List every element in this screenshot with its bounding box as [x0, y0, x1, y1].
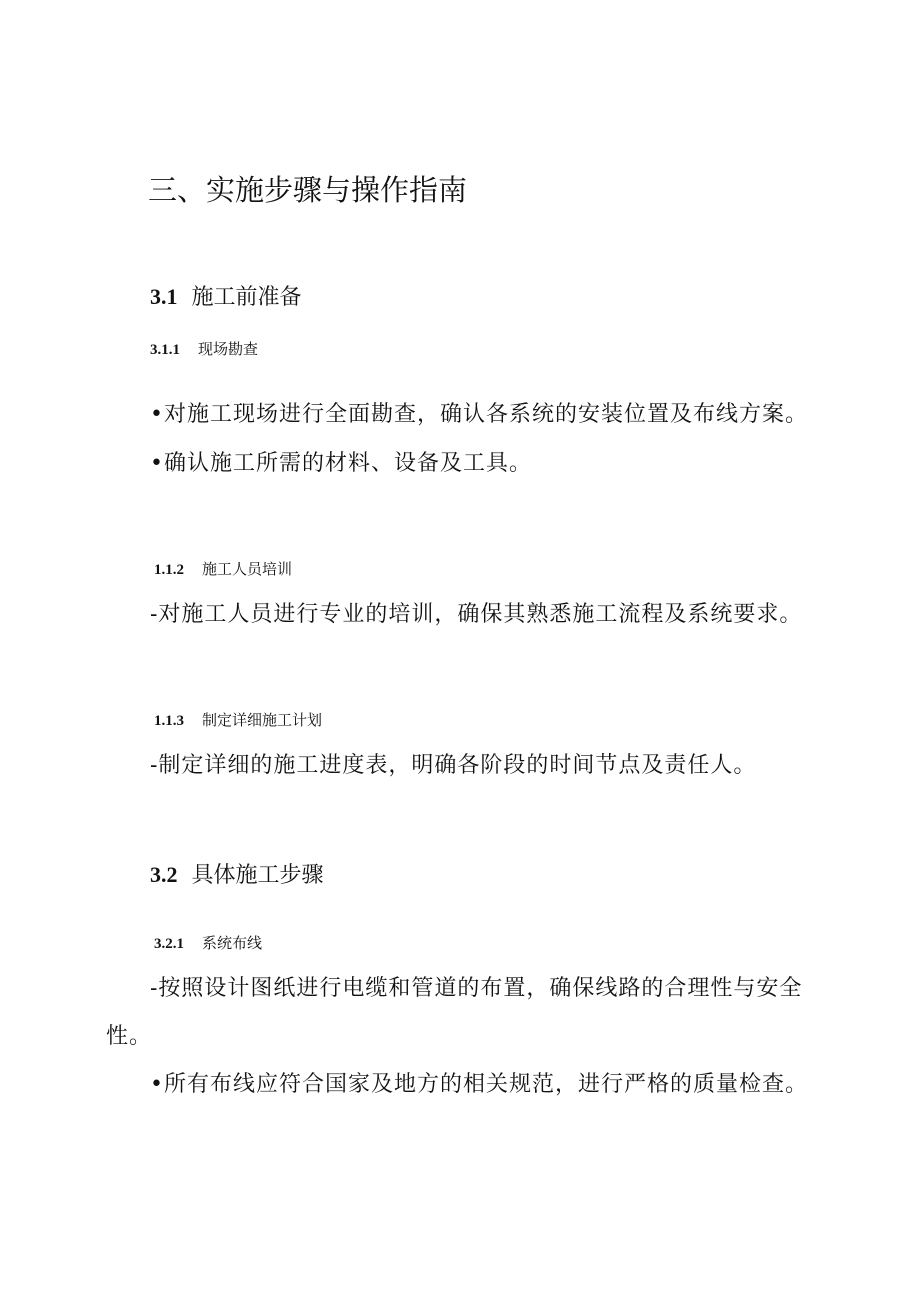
- subsection-title: 系统布线: [202, 934, 263, 952]
- subsection-heading-3-1-1: [150, 338, 258, 359]
- paragraph-line: •所有布线应符合国家及地方的相关规范，进行严格的质量检查。: [150, 1072, 808, 1097]
- paragraph-line: -制定详细的施工进度表，明确各阶段的时间节点及责任人。: [150, 753, 757, 778]
- subsection-heading-1-1-3: [154, 709, 322, 730]
- section-number: 3.2: [150, 862, 178, 887]
- subsection-title: 施工人员培训: [202, 560, 293, 578]
- paragraph-line: 性。: [106, 1024, 153, 1049]
- paragraph-line: -对施工人员进行专业的培训，确保其熟悉施工流程及系统要求。: [150, 602, 803, 627]
- section-title: 具体施工步骤: [191, 863, 324, 888]
- section-number: 3.1: [150, 284, 178, 309]
- subsection-title: 现场勘查: [198, 340, 259, 358]
- paragraph-line: •对施工现场进行全面勘查，确认各系统的安装位置及布线方案。: [150, 402, 808, 427]
- subsection-heading-1-1-2: [154, 558, 292, 579]
- paragraph-line: -按照设计图纸进行电缆和管道的布置，确保线路的合理性与安全: [150, 976, 803, 1001]
- section-heading-3-1: [150, 280, 302, 311]
- subsection-title: 制定详细施工计划: [202, 711, 323, 729]
- subsection-number: 3.1.1: [150, 342, 180, 358]
- section-title: 施工前准备: [191, 285, 302, 310]
- subsection-heading-3-2-1: [154, 932, 262, 953]
- paragraph-line: •确认施工所需的材料、设备及工具。: [150, 451, 532, 476]
- subsection-number: 1.1.2: [154, 562, 184, 578]
- subsection-number: 3.2.1: [154, 936, 184, 952]
- section-heading-3-2: [150, 858, 324, 889]
- subsection-number: 1.1.3: [154, 713, 184, 729]
- chapter-title: 三、实施步骤与操作指南: [148, 173, 468, 207]
